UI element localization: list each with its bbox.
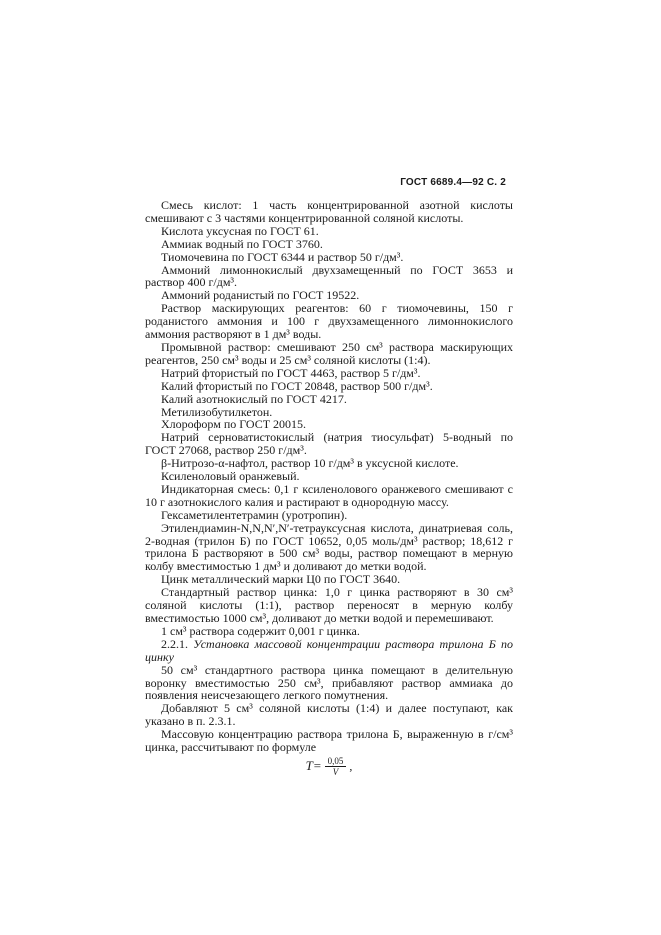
paragraph: Добавляют 5 см³ соляной кислоты (1:4) и далее поступают, как указано в п. 2.3.1. (145, 701, 513, 729)
page-header: ГОСТ 6689.4—92 С. 2 (400, 177, 506, 188)
paragraph: β-Нитрозо-α-нафтол, раствор 10 г/дм³ в уксусной кислоте. (161, 456, 459, 471)
paragraph: Ксиленоловый оранжевый. (161, 469, 300, 484)
formula-fraction (325, 756, 347, 777)
section-number: 2.2.1. (161, 636, 188, 651)
section-title: Установка массовой концентрации раствора трилона Б по цинку (145, 636, 514, 664)
document-body (145, 199, 513, 777)
paragraph: Кислота уксусная по ГОСТ 61. (161, 223, 319, 238)
paragraph: Тиомочевина по ГОСТ 6344 и раствор 50 г/дм³. (161, 249, 404, 264)
formula (145, 756, 513, 777)
paragraph: Натрий серноватистокислый (натрия тиосульфат) 5-водный по ГОСТ 27068, раствор 250 г/дм³. (145, 430, 513, 458)
paragraph: Метилизобутилкетон. (161, 404, 273, 419)
paragraph: Натрий фтористый по ГОСТ 4463, раствор 5 г/дм³. (161, 365, 421, 380)
paragraph: Цинк металлический марки Ц0 по ГОСТ 3640. (161, 572, 401, 587)
paragraph: Калий фтористый по ГОСТ 20848, раствор 500 г/дм³. (161, 378, 433, 393)
paragraph: Индикаторная смесь: 0,1 г ксиленолового оранжевого смешивают с 10 г азотнокислого калия и растирают в однородную массу. (145, 481, 513, 509)
paragraph: Хлороформ по ГОСТ 20015. (161, 417, 307, 432)
paragraph: Стандартный раствор цинка: 1,0 г цинка растворяют в 30 см³ соляной кислоты (1:1), раствор переносят в мерную колбу вместимостью 1000 см³, доливают до метки водой и перемешивают. (145, 585, 513, 625)
paragraph: Раствор маскирующих реагентов: 60 г тиомочевины, 150 г роданистого аммония и 100 г двухзамещенного лимоннокислого аммония растворяют в 1 дм³ воды. (145, 301, 513, 342)
formula-lhs: T= (305, 758, 322, 774)
section-heading (145, 638, 513, 664)
paragraph: 50 см³ стандартного раствора цинка помещают в делительную воронку вместимостью 250 см³, прибавляют раствор аммиака до появления неисчезающего легкого помутнения. (145, 662, 513, 703)
paragraph: Аммоний лимоннокислый двухзамещенный по ГОСТ 3653 и раствор 400 г/дм³. (145, 262, 513, 290)
paragraph: Аммиак водный по ГОСТ 3760. (161, 236, 323, 251)
paragraph: Калий азотнокислый по ГОСТ 4217. (161, 391, 347, 406)
paragraph: Этилендиамин-N,N,N′,N′-тетрауксусная кислота, динатриевая соль, 2-водная (трилон Б) по ГОСТ 10652, 0,05 моль/дм³ раствор; 18,612 г трилона Б растворяют в 500 см³ воды, раствор помещают в мерную колбу вместимостью 1 дм³ и доливают до метки водой. (145, 520, 513, 574)
paragraph: 1 см³ раствора содержит 0,001 г цинка. (161, 623, 360, 638)
paragraph: Массовую концентрацию раствора трилона Б, выраженную в г/см³ цинка, рассчитывают по формуле (145, 727, 513, 755)
paragraph: Аммоний роданистый по ГОСТ 19522. (161, 288, 360, 303)
paragraph: Смесь кислот: 1 часть концентрированной азотной кислоты смешивают с 3 частями концентрированной соляной кислоты. (145, 198, 513, 225)
formula-numerator: 0,05 (325, 756, 347, 767)
formula-trail: , (349, 759, 353, 774)
paragraph: Гексаметилентетрамин (уротропин). (161, 507, 348, 522)
formula-denominator: V (332, 766, 339, 777)
paragraph: Промывной раствор: смешивают 250 см³ раствора маскирующих реагентов, 250 см³ воды и 25 см³ соляной кислоты (1:4). (145, 339, 513, 367)
